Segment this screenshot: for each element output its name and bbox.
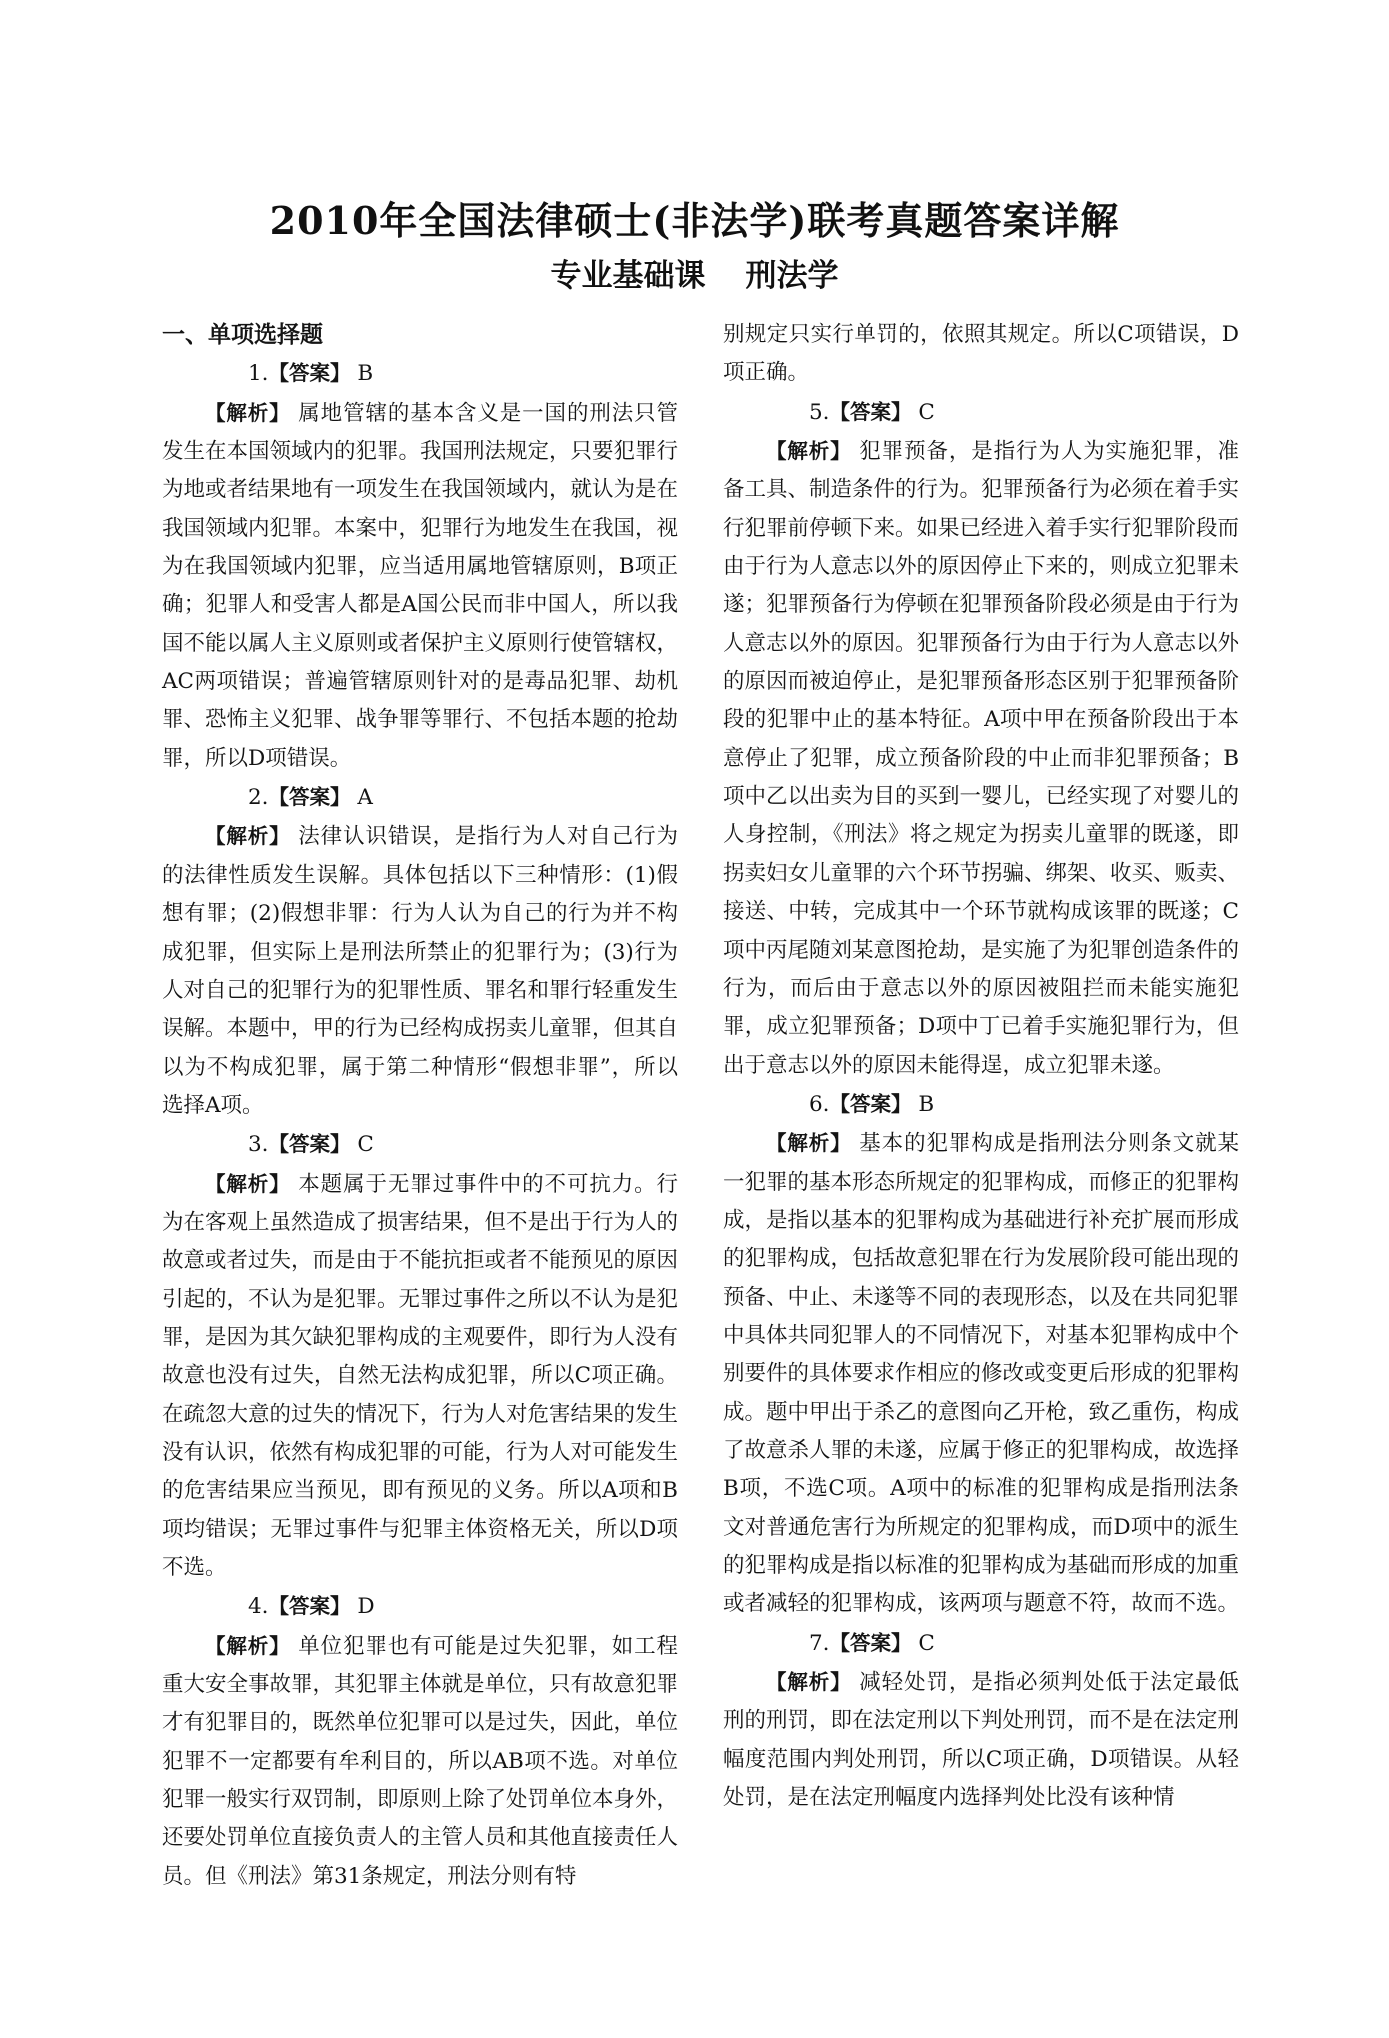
answer-value: A — [357, 785, 373, 811]
analysis-text: 减轻处罚，是指必须判处低于法定最低刑的刑罚，即在法定刑以下判处刑罚，而不是在法定刑幅度范围内判处刑罚，所以C项正确，D项错误。从轻处罚，是在法定刑幅度内选择判处比没有该种情 — [723, 1670, 1240, 1811]
analysis-text: 法律认识错误，是指行为人对自己行为的法律性质发生误解。具体包括以下三种情形：(1)假想有罪；(2)假想非罪：行为人认为自己的行为并不构成犯罪，但实际上是刑法所禁止的犯罪行为；(3)行为人对自己的犯罪行为的犯罪性质、罪名和罪行轻重发生误解。本题中，甲的行为已经构成拐卖儿童罪，但其自以为不构成犯罪，属于第二种情形“假想非罪”，所以选择A项。 — [162, 824, 679, 1118]
section-heading: 一、单项选择题 — [162, 321, 323, 348]
answer-tag: 【答案】 — [268, 1594, 351, 1619]
analysis-paragraph-7 — [723, 1663, 1239, 1817]
analysis-text: 单位犯罪也有可能是过失犯罪，如工程重大安全事故罪，其犯罪主体就是单位，只有故意犯罪才有犯罪目的，既然单位犯罪可以是过失，因此，单位犯罪不一定都要有牟利目的，所以AB项不选。对单位犯罪一般实行双罚制，即原则上除了处罚单位本身外，还要处罚单位直接负责人的主管人员和其他直接责任人员。但《刑法》第31条规定，刑法分则有特 — [162, 1633, 679, 1889]
analysis-tag: 【解析】 — [205, 400, 291, 425]
analysis-tag: 【解析】 — [205, 1171, 291, 1196]
analysis-paragraph-5 — [723, 432, 1239, 1085]
analysis-text: 属地管辖的基本含义是一国的刑法只管发生在本国领域内的犯罪。我国刑法规定，只要犯罪行为地或者结果地有一项发生在我国领域内，就认为是在我国领域内犯罪。本案中，犯罪行为地发生在我国，视为在我国领域内犯罪，应当适用属地管辖原则，B项正确；犯罪人和受害人都是A国公民而非中国人，所以我国不能以属人主义原则或者保护主义原则行使管辖权，AC两项错误；普遍管辖原则针对的是毒品犯罪、劫机罪、恐怖主义犯罪、战争罪等罪行、不包括本题的抢劫罪，所以D项错误。 — [162, 400, 679, 771]
subtitle-course: 专业基础课 — [550, 258, 706, 294]
answer-value: C — [918, 1630, 935, 1656]
answer-line-7 — [723, 1624, 1239, 1663]
answer-line-1 — [162, 354, 678, 393]
answer-value: B — [918, 1091, 935, 1117]
question-number: 6. — [809, 1091, 830, 1117]
analysis-continuation-4: 别规定只实行单罚的，依照其规定。所以C项错误，D项正确。 — [723, 322, 1239, 386]
question-number: 5. — [809, 399, 830, 425]
analysis-paragraph-4 — [162, 1627, 678, 1896]
analysis-text: 基本的犯罪构成是指刑法分则条文就某一犯罪的基本形态所规定的犯罪构成，而修正的犯罪构成，是指以基本的犯罪构成为基础进行补充扩展而形成的犯罪构成，包括故意犯罪在行为发展阶段可能出现的预备、中止、未遂等不同的表现形态，以及在共同犯罪中具体共同犯罪人的不同情况下，对基本犯罪构成中个别要件的具体要求作相应的修改或变更后形成的犯罪构成。题中甲出于杀乙的意图向乙开枪，致乙重伤，构成了故意杀人罪的未遂，应属于修正的犯罪构成，故选择B项，不选C项。A项中的标准的犯罪构成是指刑法条文对普通危害行为所规定的犯罪构成，而D项中的派生的犯罪构成是指以标准的犯罪构成为基础而形成的加重或者减轻的犯罪构成，该两项与题意不符，故而不选。 — [723, 1131, 1240, 1617]
analysis-tag: 【解析】 — [766, 439, 852, 464]
answer-line-2 — [162, 778, 678, 817]
answer-tag: 【答案】 — [268, 785, 351, 810]
analysis-tag: 【解析】 — [205, 1633, 291, 1658]
answer-tag: 【答案】 — [268, 361, 351, 386]
analysis-text: 犯罪预备，是指行为人为实施犯罪，准备工具、制造条件的行为。犯罪预备行为必须在着手实行犯罪前停顿下来。如果已经进入着手实行犯罪阶段而由于行为人意志以外的原因停止下来的，则成立犯罪未遂；犯罪预备行为停顿在犯罪预备阶段必须是由于行为人意志以外的原因。犯罪预备行为由于行为人意志以外的原因而被迫停止，是犯罪预备形态区别于犯罪预备阶段的犯罪中止的基本特征。A项中甲在预备阶段出于本意停止了犯罪，成立预备阶段的中止而非犯罪预备；B项中乙以出卖为目的买到一婴儿，已经实现了对婴儿的人身控制，《刑法》将之规定为拐卖儿童罪的既遂，即拐卖妇女儿童罪的六个环节拐骗、绑架、收买、贩卖、接送、中转，完成其中一个环节就构成该罪的既遂；C项中丙尾随刘某意图抢劫，是实施了为犯罪创造条件的行为，而后由于意志以外的原因被阻拦而未能实施犯罪，成立犯罪预备；D项中丁已着手实施犯罪行为，但出于意志以外的原因未能得逞，成立犯罪未遂。 — [723, 439, 1240, 1078]
answer-value: C — [357, 1132, 374, 1158]
answer-line-6 — [723, 1085, 1239, 1124]
left-column — [162, 316, 678, 1896]
answer-tag: 【答案】 — [268, 1132, 351, 1157]
answer-tag: 【答案】 — [829, 1630, 912, 1655]
analysis-paragraph-3 — [162, 1165, 678, 1588]
analysis-paragraph-1 — [162, 394, 678, 778]
question-number: 3. — [248, 1132, 269, 1158]
answer-tag: 【答案】 — [829, 1091, 912, 1116]
question-number: 2. — [248, 785, 269, 811]
subtitle-subject: 刑法学 — [745, 258, 839, 294]
question-number: 4. — [248, 1594, 269, 1620]
answer-line-3 — [162, 1125, 678, 1164]
question-number: 7. — [809, 1630, 830, 1656]
answer-value: C — [918, 399, 935, 425]
answer-line-5 — [723, 393, 1239, 432]
question-number: 1. — [248, 361, 269, 387]
analysis-paragraph-6 — [723, 1124, 1239, 1623]
analysis-paragraph-2 — [162, 817, 678, 1125]
analysis-tag: 【解析】 — [766, 1131, 852, 1156]
answer-value: D — [357, 1594, 375, 1620]
analysis-text: 本题属于无罪过事件中的不可抗力。行为在客观上虽然造成了损害结果，但不是出于行为人的故意或者过失，而是由于不能抗拒或者不能预见的原因引起的，不认为是犯罪。无罪过事件之所以不认为是犯罪，是因为其欠缺犯罪构成的主观要件，即行为人没有故意也没有过失，自然无法构成犯罪，所以C项正确。在疏忽大意的过失的情况下，行为人对危害结果的发生没有认识，依然有构成犯罪的可能，行为人对可能发生的危害结果应当预见，即有预见的义务。所以A项和B项均错误；无罪过事件与犯罪主体资格无关，所以D项不选。 — [162, 1171, 679, 1580]
page-title: 2010年全国法律硕士(非法学)联考真题答案详解 — [269, 198, 1120, 243]
answer-value: B — [357, 361, 374, 387]
right-column — [723, 316, 1239, 1817]
analysis-tag: 【解析】 — [205, 824, 291, 849]
page-subtitle — [0, 250, 1389, 295]
answer-line-4 — [162, 1587, 678, 1626]
answer-tag: 【答案】 — [829, 399, 912, 424]
analysis-tag: 【解析】 — [766, 1670, 852, 1695]
